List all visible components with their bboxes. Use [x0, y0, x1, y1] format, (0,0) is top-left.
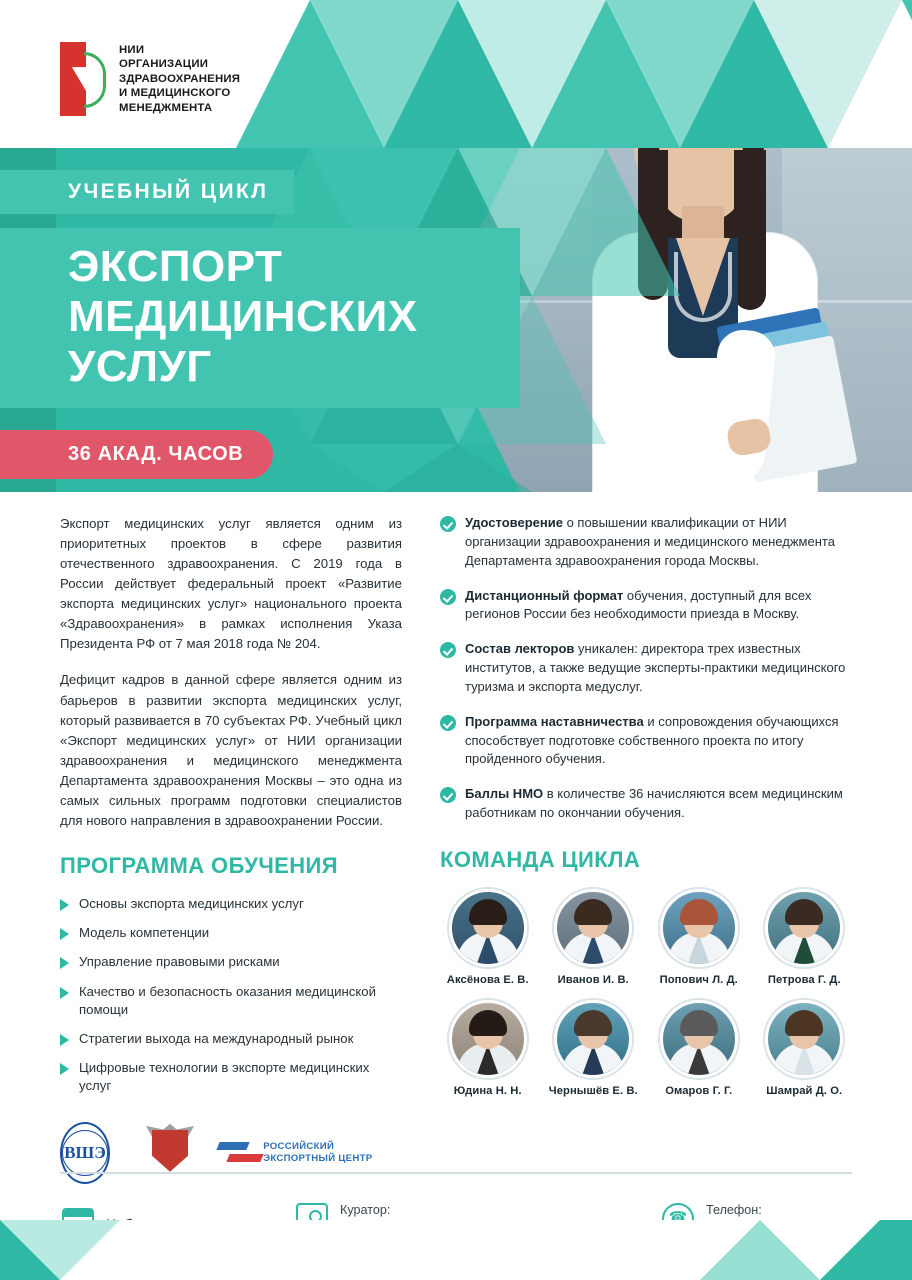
phone-label: Телефон:	[706, 1203, 762, 1217]
hero-section	[0, 0, 912, 492]
benefit-lead: Удостоверение	[465, 515, 563, 530]
team-member-name: Попович Л. Д.	[659, 973, 738, 986]
logo-text	[119, 43, 240, 116]
logo-line-4: И МЕДИЦИНСКОГО	[119, 87, 231, 100]
team-member-name: Иванов И. В.	[557, 973, 629, 986]
footer-divider	[60, 1172, 852, 1174]
check-icon	[440, 516, 456, 532]
logo-line-3: ЗДРАВООХРАНЕНИЯ	[119, 72, 241, 85]
hours-badge: 36 АКАД. ЧАСОВ	[0, 430, 273, 479]
team-member	[440, 889, 536, 986]
check-icon	[440, 715, 456, 731]
team-member-name: Юдина Н. Н.	[453, 1084, 522, 1097]
arrow-icon	[60, 928, 69, 940]
program-item	[60, 1059, 402, 1095]
avatar	[554, 1000, 632, 1078]
arrow-icon	[60, 1034, 69, 1046]
arrow-icon	[60, 1063, 69, 1075]
team-member-name: Чернышёв Е. В.	[548, 1084, 638, 1097]
program-item	[60, 924, 402, 942]
benefit-text	[465, 587, 852, 625]
program-item	[60, 983, 402, 1019]
logo-line-5: МЕНЕДЖМЕНТА	[119, 101, 213, 114]
benefit-rest: о повышении квалификации от НИИ организации здравоохранения и медицинского менеджмента Департамента здравоохранения города Москвы.	[465, 515, 835, 568]
team-member-name: Шамрай Д. О.	[766, 1084, 843, 1097]
benefit-lead: Баллы НМО	[465, 786, 544, 802]
program-item-label: Основы экспорта медицинских услуг	[79, 895, 304, 911]
avatar	[449, 1000, 527, 1078]
team-member-name: Омаров Г. Г.	[665, 1084, 733, 1097]
logo-line-2: ОРГАНИЗАЦИИ	[119, 58, 209, 71]
rec-logo-label: РОССИЙСКИЙ ЭКСПОРТНЫЙ ЦЕНТР	[263, 1140, 373, 1164]
nii-logo-mark-icon	[60, 42, 106, 116]
team-member	[651, 889, 747, 986]
benefit-item	[440, 587, 852, 625]
team-member-name: Аксёнова Е. В.	[446, 973, 529, 986]
left-column	[60, 514, 402, 1184]
team-member	[546, 1000, 642, 1097]
benefit-lead: Состав лекторов	[465, 641, 575, 657]
benefit-item	[440, 514, 852, 571]
program-item-label: Качество и безопасность оказания медицинской помощи	[79, 983, 376, 1017]
organization-logo	[60, 42, 240, 116]
team-member-name: Петрова Г. Д.	[767, 973, 841, 986]
triangle-pattern-bottom	[0, 1220, 912, 1280]
russia-emblem-logo-icon	[144, 1122, 184, 1184]
rec-logo-icon	[218, 1136, 254, 1170]
avatar	[554, 889, 632, 967]
program-item	[60, 1030, 402, 1048]
right-column	[440, 514, 852, 1097]
russian-export-center-logo	[218, 1136, 402, 1170]
benefit-rest: уникален: директора трех известных институтов, а также ведущие эксперты-практики медицинского туризма и экспорта медуслуг.	[465, 641, 846, 694]
benefit-rest: обучения, доступный для всех регионов России без необходимости приезда в Москву.	[465, 587, 812, 622]
benefit-item	[440, 640, 852, 697]
benefit-item	[440, 785, 852, 823]
check-icon	[440, 642, 456, 658]
arrow-icon	[60, 957, 69, 969]
check-icon	[440, 589, 456, 605]
intro-paragraph-2: Дефицит кадров в данной сфере является одним из барьеров в развитии экспорта медицинских услуг, который развивается в 70 субъектах РФ. Учебный цикл «Экспорт медицинских услуг» от НИИ организации здравоохранения и медицинского менеджмента Департамента здравоохранения Москвы – это одна из самых сильных программ подготовки специалистов для нового направления в здравоохранении России.	[60, 672, 402, 828]
program-item	[60, 953, 402, 971]
program-item	[60, 895, 402, 913]
benefit-text	[465, 785, 852, 823]
check-icon	[440, 787, 456, 803]
team-title: КОМАНДА ЦИКЛА	[440, 846, 641, 872]
benefit-text	[465, 514, 852, 571]
program-item-label: Управление правовыми рисками	[79, 954, 280, 970]
program-item-label: Модель компетенции	[79, 925, 210, 941]
team-member	[440, 1000, 536, 1097]
arrow-icon	[60, 899, 69, 911]
benefit-lead: Программа наставничества	[465, 713, 644, 729]
avatar	[660, 889, 738, 967]
avatar	[660, 1000, 738, 1078]
arrow-icon	[60, 987, 69, 999]
benefit-rest: и сопровождения обучающихся способствует подготовке собственного проекта по итогу пройденного обучения.	[465, 713, 839, 767]
avatar	[765, 1000, 843, 1078]
benefit-text	[465, 713, 852, 770]
team-member	[546, 889, 642, 986]
benefit-text	[465, 640, 852, 697]
team-member	[757, 889, 853, 986]
hero-title: ЭКСПОРТ МЕДИЦИНСКИХ УСЛУГ	[0, 228, 520, 408]
benefit-lead: Дистанционный формат	[465, 587, 624, 603]
logo-line-1: НИИ	[119, 43, 145, 56]
intro-paragraph-1: Экспорт медицинских услуг является одним из приоритетных проектов в сфере развития отечественного здравоохранения. С 2019 года в России действует федеральный проект «Развитие экспорта медицинских услуг» национального проекта «Здравоохранения» в рамках исполнения Указа Президента РФ от 7 мая 2018 года № 204.	[60, 516, 402, 652]
team-member	[651, 1000, 747, 1097]
program-item-label: Стратегии выхода на международный рынок	[79, 1031, 354, 1047]
curator-label: Куратор:	[340, 1203, 391, 1217]
team-member	[757, 1000, 853, 1097]
avatar	[449, 889, 527, 967]
benefit-rest: в количестве 36 начисляются всем медицинским работникам по окончании обучения.	[465, 786, 843, 821]
benefit-item	[440, 713, 852, 770]
team-grid	[440, 889, 852, 1097]
benefits-list	[440, 514, 852, 823]
program-item-label: Цифровые технологии в экспорте медицинских услуг	[79, 1060, 370, 1094]
hse-logo-icon	[60, 1122, 110, 1184]
avatar	[765, 889, 843, 967]
partner-logos	[60, 1122, 402, 1184]
hero-eyebrow: УЧЕБНЫЙ ЦИКЛ	[0, 170, 294, 214]
program-title: ПРОГРАММА ОБУЧЕНИЯ	[60, 852, 338, 878]
hero-text-block	[0, 170, 520, 479]
program-list	[60, 895, 402, 1096]
hse-logo-label: ВШЭ	[62, 1130, 108, 1176]
